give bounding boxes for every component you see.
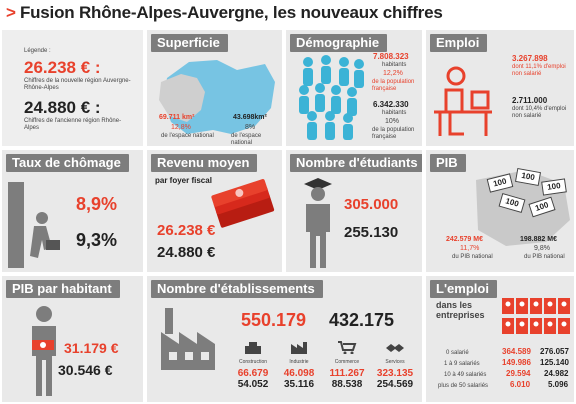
demographie-old-pct: 10% — [385, 118, 400, 125]
sector-label: Industrie — [289, 359, 309, 365]
title-bar — [0, 0, 576, 26]
sector-new-value: 46.098 — [283, 368, 315, 379]
revenu-panel — [147, 150, 282, 272]
etudiants-old-value: 255.130 — [344, 224, 399, 241]
superficie-new-value: 69.711 km² — [159, 114, 195, 121]
superficie-title: Superficie — [151, 34, 228, 52]
demographie-old-value: 6.342.330 — [373, 100, 409, 109]
crowd-icon — [296, 52, 366, 142]
legend-new-desc: Chiffres de la nouvelle région Auvergne-Rhône-Alpes — [24, 78, 131, 91]
legend-label: Légende : — [24, 48, 51, 54]
emploi-row-old: 5.096 — [548, 380, 569, 389]
pib-panel — [426, 150, 574, 272]
sector-label: Services — [385, 359, 405, 365]
shopping-cart-icon — [337, 340, 357, 354]
demographie-old-desc: de la population française — [372, 127, 415, 140]
sector-industrie — [277, 340, 321, 390]
etudiants-panel — [286, 150, 422, 272]
superficie-new-desc: de l'espace national — [161, 133, 214, 139]
revenu-new-value: 26.238 € — [157, 222, 216, 239]
construction-icon — [243, 340, 263, 354]
sector-construction — [231, 340, 275, 390]
emploi-row-old: 24.982 — [544, 369, 569, 378]
handshake-icon — [385, 340, 405, 354]
factory-icon — [159, 308, 221, 370]
chomage-old-value: 9,3% — [76, 230, 118, 250]
demographie-new-unit: habitants — [382, 62, 407, 68]
chomage-new-value: 8,9% — [76, 194, 118, 214]
banknote-label: 100 — [492, 176, 508, 189]
superficie-old-desc: de l'espace national — [231, 133, 262, 146]
pib-old-desc: du PIB national — [524, 254, 565, 260]
chomage-title: Taux de chômage — [6, 154, 129, 172]
emploi-entreprises-title: L'emploi — [430, 280, 497, 298]
pib-habitant-title: PIB par habitant — [6, 280, 120, 298]
demographie-old-unit: habitants — [382, 110, 407, 116]
etudiants-new-value: 305.000 — [344, 196, 399, 213]
banknote-label: 100 — [504, 196, 520, 209]
workers-grid-icon — [502, 298, 570, 338]
graduate-icon — [298, 176, 338, 270]
demographie-new-value: 7.808.323 — [373, 52, 409, 61]
pib-new-desc: du PIB national — [452, 254, 493, 260]
emploi-row-old: 125.140 — [540, 358, 569, 367]
pib-habitant-new-value: 31.179 € — [64, 340, 119, 356]
sector-old-value: 54.052 — [237, 379, 269, 390]
pib-old-value: 198.882 M€ — [520, 236, 557, 243]
demographie-panel — [286, 30, 422, 146]
legend-new-value: 26.238 € : — [24, 58, 101, 77]
sector-old-value: 88.538 — [331, 379, 363, 390]
sector-services — [371, 340, 419, 390]
chomage-panel — [2, 150, 143, 272]
pib-new-value: 242.579 M€ — [446, 236, 483, 243]
legend-panel — [2, 30, 143, 146]
banknote-label: 100 — [520, 170, 536, 183]
emploi-row-label: 0 salarié — [446, 350, 469, 356]
etablissements-title: Nombre d'établissements — [151, 280, 323, 298]
emploi-title: Emploi — [430, 34, 487, 52]
emploi-row-new: 6.010 — [510, 380, 531, 389]
demographie-new-desc: de la population française — [372, 79, 415, 92]
sector-label: Commerce — [334, 359, 360, 365]
sector-commerce — [325, 340, 369, 390]
emploi-row-new: 29.594 — [506, 369, 531, 378]
emploi-entreprises-subtitle: dans les entreprises — [436, 300, 485, 320]
emploi-panel — [426, 30, 574, 146]
emploi-row-new: 149.986 — [502, 358, 531, 367]
sector-old-value: 254.569 — [376, 379, 414, 390]
sector-old-value: 35.116 — [283, 379, 315, 390]
sector-label: Construction — [238, 359, 268, 365]
emploi-new-value: 3.267.898 — [512, 54, 548, 63]
demographie-title: Démographie — [290, 34, 387, 52]
pib-title: PIB — [430, 154, 466, 172]
etudiants-title: Nombre d'étudiants — [290, 154, 422, 172]
demographie-new-pct: 12,2% — [383, 70, 403, 77]
title-arrow: > — [6, 3, 16, 22]
sector-new-value: 111.267 — [329, 368, 365, 379]
industry-icon — [289, 340, 309, 354]
emploi-old-value: 2.711.000 — [512, 96, 548, 105]
etablissements-panel — [147, 276, 422, 402]
emploi-old-desc: dont 10,4% d'emploi non salarié — [512, 106, 567, 119]
emploi-new-desc: dont 11,1% d'emploi non salarié — [512, 64, 566, 77]
legend-old-value: 24.880 € : — [24, 98, 101, 117]
pib-old-pct: 9,8% — [534, 245, 550, 252]
pib-habitant-old-value: 30.546 € — [58, 362, 113, 378]
etablissements-new-total: 550.179 — [241, 310, 307, 330]
legend-old-desc: Chiffres de l'ancienne région Rhône-Alpes — [24, 118, 122, 131]
superficie-old-pct: 8% — [245, 124, 256, 131]
sector-new-value: 323.135 — [376, 368, 414, 379]
emploi-row-label: 10 à 49 salariés — [444, 372, 487, 378]
emploi-row-new: 364.589 — [502, 347, 531, 356]
etablissements-old-total: 432.175 — [329, 310, 395, 330]
banknote-label: 100 — [534, 200, 550, 213]
pib-new-pct: 11,7% — [460, 245, 480, 252]
emploi-entreprises-panel — [426, 276, 574, 402]
emploi-row-label: plus de 50 salariés — [438, 383, 489, 389]
exit-person-icon — [8, 178, 68, 270]
sector-new-value: 66.679 — [237, 368, 269, 379]
emploi-row-old: 276.057 — [540, 347, 569, 356]
superficie-new-pct: 12,8% — [171, 124, 191, 131]
superficie-panel — [147, 30, 282, 146]
money-stack-icon — [209, 176, 279, 232]
page-title: Fusion Rhône-Alpes-Auvergne, les nouveaux chiffres — [19, 3, 443, 22]
revenu-subtitle: par foyer fiscal — [155, 176, 212, 185]
desk-worker-icon — [432, 56, 494, 140]
person-cash-icon — [24, 304, 64, 398]
banknote-label: 100 — [546, 181, 562, 192]
revenu-title: Revenu moyen — [151, 154, 257, 172]
superficie-old-value: 43.698km² — [233, 114, 267, 121]
revenu-old-value: 24.880 € — [157, 244, 216, 261]
pib-habitant-panel — [2, 276, 143, 402]
emploi-row-label: 1 à 9 salariés — [444, 361, 480, 367]
